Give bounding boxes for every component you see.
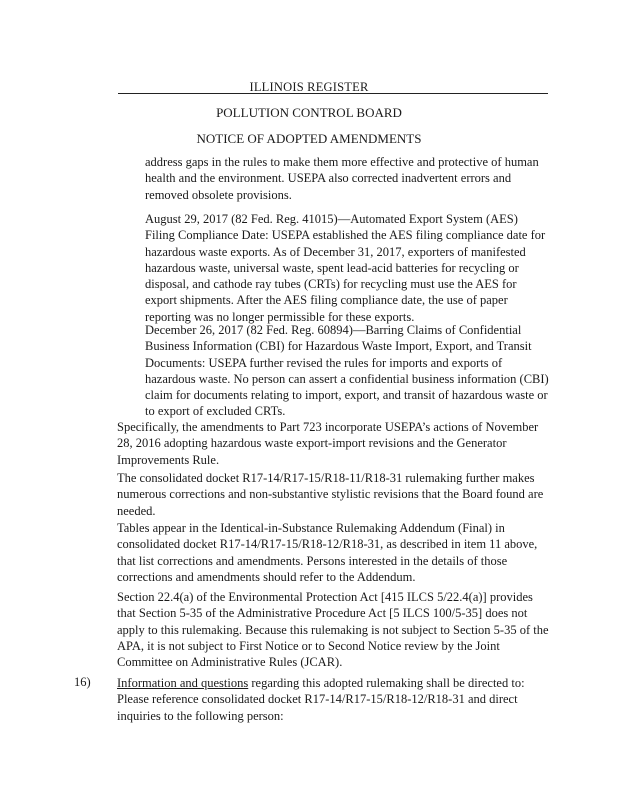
header-rule bbox=[118, 93, 548, 94]
paragraph-corrections: The consolidated docket R17-14/R17-15/R18-11/R18-31 rulemaking further makes numerous corrections and non-substantive stylistic revisions that the Board found are needed. bbox=[117, 471, 544, 518]
paragraph-section-22-4: Section 22.4(a) of the Environmental Protection Act [415 ILCS 5/22.4(a)] provides that Section 5-35 of the Administrative Procedure Act [5 ILCS 100/5-35] does not apply to this rulemaking. Because this rulemaking is not subject to Section 5-35 of the APA, it is not subject to First Notice or to Second Notice review by the Joint Committee on Administrative Rules (JCAR). bbox=[117, 590, 549, 670]
paragraph-aes-filing: August 29, 2017 (82 Fed. Reg. 41015)—Automated Export System (AES) Filing Compliance Date: USEPA established the AES filing compliance date for hazardous waste exports. As of December 31, 2017, exporters of manifested hazardous waste, universal waste, spent lead-acid batteries for recycling or disposal, and cathode ray tubes (CRTs) for recycling must use the AES for export shipments. After the AES filing compliance date, the use of paper reporting was no longer permissible for these exports. bbox=[145, 212, 546, 324]
item-number: 16) bbox=[74, 675, 91, 689]
information-text: regarding this adopted rulemaking shall be directed to: Please reference consolidated docket R17-14/R17-15/R18-12/R18-31 and direct inquiries to the following person: bbox=[117, 676, 525, 723]
paragraph-tables: Tables appear in the Identical-in-Substance Rulemaking Addendum (Final) in consolidated docket R17-14/R17-15/R18-12/R18-31, as described in item 11 above, that list corrections and amendments. Persons interested in the details of those corrections and amendments should refer to the Addendum. bbox=[117, 521, 538, 584]
paragraph-information bbox=[117, 675, 550, 724]
paragraph-part-723: Specifically, the amendments to Part 723 incorporate USEPA’s actions of November 28, 2016 adopting hazardous waste export-import revisions and the Generator Improvements Rule. bbox=[117, 420, 539, 467]
paragraph-continuation: address gaps in the rules to make them more effective and protective of human health and the environment. USEPA also corrected inadvertent errors and removed obsolete provisions. bbox=[145, 155, 539, 202]
information-lead: Information and questions bbox=[117, 676, 249, 690]
board-title: POLLUTION CONTROL BOARD bbox=[216, 105, 402, 120]
header-title: ILLINOIS REGISTER bbox=[249, 80, 369, 94]
notice-title: NOTICE OF ADOPTED AMENDMENTS bbox=[196, 131, 422, 146]
paragraph-cbi-claims: December 26, 2017 (82 Fed. Reg. 60894)—Barring Claims of Confidential Business Information (CBI) for Hazardous Waste Import, Export, and Transit Documents: USEPA further revised the rules for imports and exports of hazardous waste. No person can assert a confidential business information (CBI) claim for documents relating to import, export, and transit of hazardous waste or to export of excluded CRTs. bbox=[145, 323, 549, 419]
